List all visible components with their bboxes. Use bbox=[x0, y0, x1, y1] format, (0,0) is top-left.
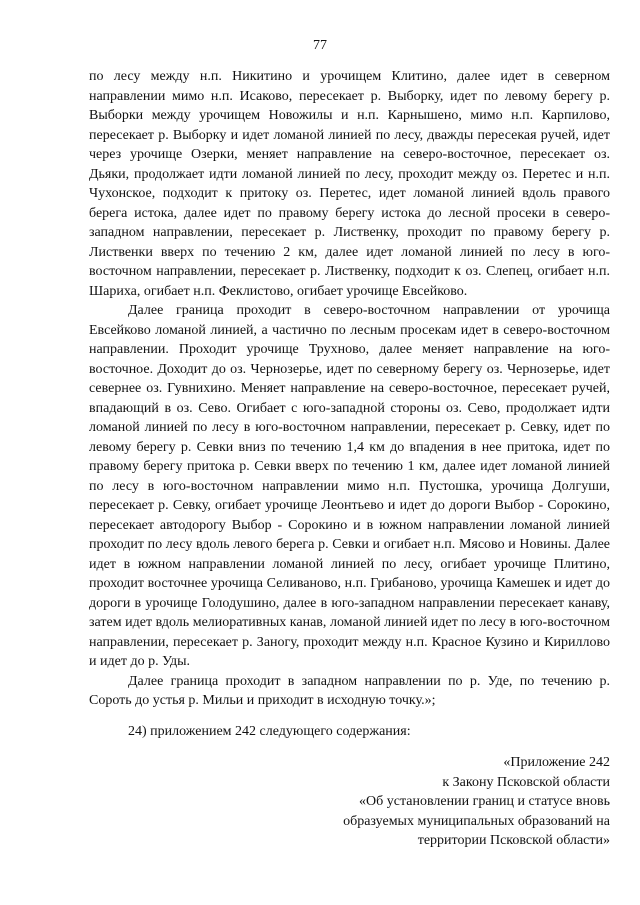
document-body bbox=[89, 67, 610, 711]
paragraph-boundary-west: Далее граница проходит в западном направлении по р. Уде, по течению р. Сороть до устья р. Мильи и приходит в исходную точку.»; bbox=[89, 673, 610, 708]
appendix-header-line: «Приложение 242 bbox=[503, 755, 610, 770]
paragraph-boundary-continuation: по лесу между н.п. Никитино и урочищем Клитино, далее идет в северном направлении мимо н.п. Исаково, пересекает р. Выборку, идет по левому берегу р. Выборки между урочищем Новожилы и н.п. Карнышено, мимо н.п. Карпилово, пересекает р. Выборку и идет ломаной линией по лесу, дважды пересекая ручей, идет через урочище Озерки, меняет направление на северо-восточное, пересекает оз. Дьяки, продолжает идти ломаной линией по лесу, проходит между оз. Перетес и н.п. Чухонское, подходит к притоку оз. Перетес, идет ломаной линией вдоль правого берега истока, далее идет по правому берегу истока до лесной просеки в северо-западном направлении, пересекает р. Лиственку, проходит по правому берегу р. Лиственки вверх по течению 2 км, далее идет ломаной линией по лесу в юго-восточном направлении, пересекает р. Лиственку, подходит к оз. Слепец, огибает н.п. Шариха, огибает н.п. Феклистово, огибает урочище Евсейково. bbox=[89, 69, 610, 299]
list-item-24: 24) приложением 242 следующего содержания: bbox=[128, 724, 411, 739]
page-number: 77 bbox=[313, 38, 327, 53]
appendix-header-line: территории Псковской области» bbox=[417, 833, 610, 848]
appendix-header bbox=[190, 753, 610, 851]
appendix-header-line: «Об установлении границ и статусе вновь bbox=[359, 794, 610, 809]
paragraph-boundary-northeast: Далее граница проходит в северо-восточном направлении от урочища Евсейково ломаной линией, а частично по лесным просекам идет в северо-восточном направлении. Проходит урочище Трухново, далее меняет направление на юго-восточное. Доходит до оз. Чернозерье, идет по северному берегу оз. Чернозерье, идет севернее оз. Гувнихино. Меняет направление на северо-восточное, пересекает ручей, впадающий в оз. Сево. Огибает с юго-западной стороны оз. Сево, продолжает идти ломаной линией по лесу в юго-восточном направлении, пересекает р. Севку, идет по левому берегу р. Севки вниз по течению 1,4 км до впадения в нее притока, идет по правому берегу притока р. Севки вверх по течению 1 км, далее идет ломаной линией по лесу в юго-восточном направлении мимо н.п. Пустошка, урочища Долгуши, пересекает р. Севку, огибает урочище Леонтьево и идет до дороги Выбор - Сорокино, пересекает автодорогу Выбор - Сорокино и в южном направлении ломаной линией проходит по лесу вдоль левого берега р. Севки и огибает н.п. Мясово и Новины. Далее идет в южном направлении ломаной линией по лесу, огибает урочище Плитино, проходит восточнее урочища Селиваново, н.п. Грибаново, урочища Камешек и идет до дороги в урочище Голодушино, далее в юго-западном направлении пересекает канаву, затем идет вдоль мелиоративных канав, ломаной линией идет по лесу в юго-восточном направлении, пересекает р. Заногу, проходит между н.п. Красное Кузино и Кириллово и идет до р. Уды. bbox=[89, 303, 610, 669]
appendix-header-line: к Закону Псковской области bbox=[442, 774, 610, 790]
appendix-header-line: образуемых муниципальных образований на bbox=[343, 813, 610, 829]
